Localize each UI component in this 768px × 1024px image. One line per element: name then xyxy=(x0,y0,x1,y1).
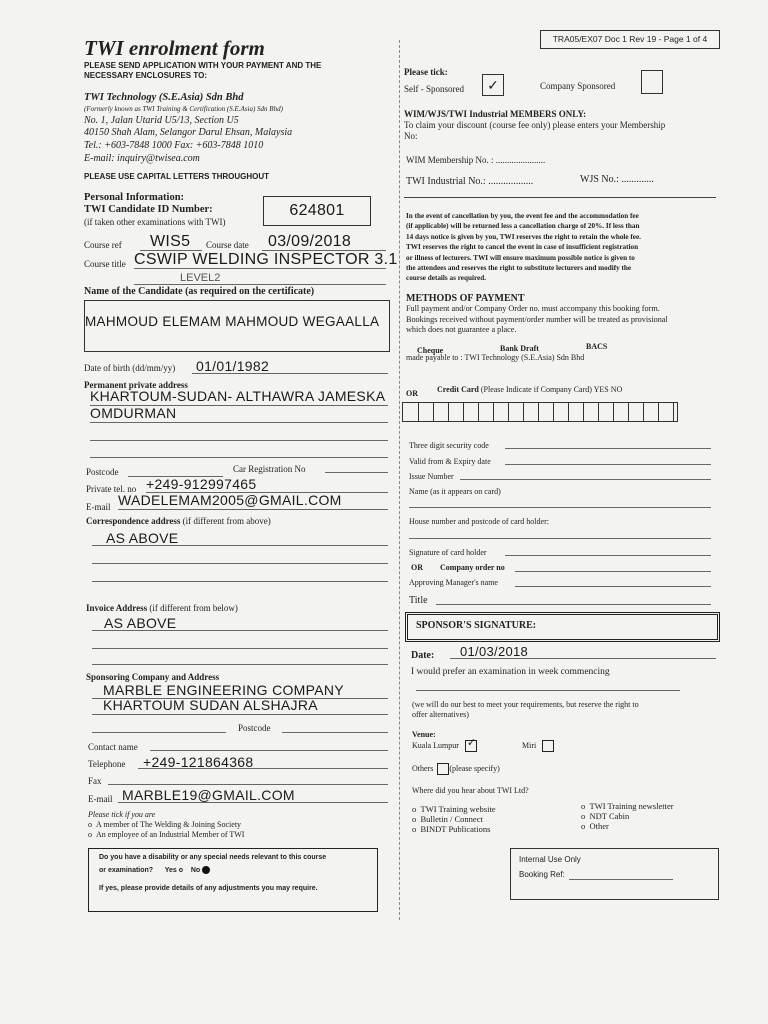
corr-line-2 xyxy=(92,563,388,564)
house-postcode-line xyxy=(409,538,711,539)
approving-manager-label: Approving Manager's name xyxy=(409,578,498,587)
members-rule xyxy=(404,197,716,198)
company-order-label: Company order no xyxy=(440,563,505,572)
valid-expiry-line xyxy=(505,464,711,465)
cc-digit xyxy=(538,403,554,421)
email-label: E-mail xyxy=(86,502,111,512)
tick-note: Please tick if you are xyxy=(88,810,156,819)
corr-address-value[interactable]: AS ABOVE xyxy=(106,530,179,546)
cancellation-terms: In the event of cancellation by you, the event fee and the accommodation fee (if applicable) will be returned less a cancellation charge of 20%. If less than 14 days notice is given by you, TWI reserves the right to retain the whole fee. TWI reserves the right to cancel the event in case of insufficient registration or illness of lecturers. TWI will ensure maximum possible notice is given to the attendees and reserves the right to substitute lecturers and modify the course details as required. xyxy=(406,212,641,283)
course-ref-value[interactable]: WIS5 xyxy=(150,233,191,250)
issue-number-label: Issue Number xyxy=(409,472,454,481)
address-line-2-rule xyxy=(90,422,388,423)
company-name: TWI Technology (S.E.Asia) Sdn Bhd xyxy=(84,92,244,103)
payable-to: made payable to : TWI Technology (S.E.Asia) Sdn Bhd xyxy=(406,353,585,362)
invoice-line-1 xyxy=(92,630,388,631)
cc-digit xyxy=(403,403,419,421)
car-reg-label: Car Registration No xyxy=(233,464,306,474)
course-title-label: Course title xyxy=(84,259,126,269)
members-heading: WIM/WJS/TWI Industrial MEMBERS ONLY: xyxy=(404,109,587,119)
member-option-2[interactable]: o An employee of an Industrial Member of TWI xyxy=(88,830,245,839)
corr-address-label: Correspondence address (if different from above) xyxy=(86,516,271,526)
cc-digit xyxy=(583,403,599,421)
sponsor-email-label: E-mail xyxy=(88,794,113,804)
or-credit: OR xyxy=(406,389,418,398)
self-sponsored-checkbox[interactable] xyxy=(482,74,504,96)
column-divider xyxy=(399,40,400,920)
email-line xyxy=(118,509,388,510)
cc-digit xyxy=(463,403,479,421)
car-reg-line xyxy=(325,472,388,473)
internal-use-label: Internal Use Only xyxy=(519,855,581,864)
sources-left xyxy=(412,804,496,834)
venue-label: Venue: xyxy=(412,730,436,739)
others-checkbox[interactable] xyxy=(437,763,449,775)
candidate-id-heading: TWI Candidate ID Number: xyxy=(84,204,213,215)
methods-heading: METHODS OF PAYMENT xyxy=(406,293,525,304)
address-label: Permanent private address xyxy=(84,380,188,390)
no-selected-dot xyxy=(202,866,210,874)
cc-digit xyxy=(493,403,509,421)
company-tel-fax: Tel.: +603-7848 1000 Fax: +603-7848 1010 xyxy=(84,140,264,151)
hear-about-label: Where did you hear about TWI Ltd? xyxy=(412,786,529,795)
cc-digit xyxy=(613,403,629,421)
intro-line-2: NECESSARY ENCLOSURES TO: xyxy=(84,71,207,80)
fax-label: Fax xyxy=(88,776,102,786)
cc-digit xyxy=(553,403,569,421)
card-name-label: Name (as it appears on card) xyxy=(409,487,501,496)
miri-checkbox[interactable] xyxy=(542,740,554,752)
disability-followup: If yes, please provide details of any adjustments you may require. xyxy=(99,885,318,892)
twi-number-field[interactable]: TWI Industrial No.: .................. xyxy=(406,176,534,187)
dob-value[interactable]: 01/01/1982 xyxy=(196,358,270,374)
venue-miri[interactable]: Miri xyxy=(522,740,554,752)
dob-line xyxy=(192,373,388,374)
source-option[interactable]: o NDT Cabin xyxy=(581,811,630,821)
bank-draft-option[interactable]: Bank Draft xyxy=(500,344,539,353)
cheque-option[interactable]: Cheque xyxy=(417,346,444,355)
sponsor-heading: Sponsoring Company and Address xyxy=(86,672,220,682)
course-title-line xyxy=(134,268,386,269)
course-level-value: LEVEL2 xyxy=(180,272,221,284)
sponsor-signature-label: SPONSOR'S SIGNATURE: xyxy=(416,620,537,631)
candidate-id-note: (if taken other examinations with TWI) xyxy=(84,217,226,227)
venue-kuala-lumpur[interactable]: Kuala Lumpur ✓ xyxy=(412,740,477,752)
sources-right xyxy=(581,801,674,831)
private-tel-label: Private tel. no xyxy=(86,484,137,494)
intro-line-1: PLEASE SEND APPLICATION WITH YOUR PAYMENT AND THE xyxy=(84,61,322,70)
cc-digit xyxy=(643,403,659,421)
telephone-value[interactable]: +249-121864368 xyxy=(143,754,254,770)
title-line xyxy=(436,604,711,605)
self-sponsored-label: Self - Sponsored xyxy=(404,84,464,94)
sponsor-company-1[interactable]: MARBLE ENGINEERING COMPANY xyxy=(103,682,344,698)
company-formerly: (Formerly known as TWI Training & Certification (S.E.Asia) Sdn Bhd) xyxy=(84,105,283,113)
cc-digit xyxy=(418,403,434,421)
booking-ref-line xyxy=(569,879,673,880)
self-sponsored-check: ✓ xyxy=(487,77,499,93)
sponsor-line-3 xyxy=(92,732,226,733)
telephone-label: Telephone xyxy=(88,759,126,769)
address-line-1[interactable]: KHARTOUM-SUDAN- ALTHAWRA JAMESKA xyxy=(90,388,386,404)
credit-card-label: Credit Card (Please Indicate if Company Card) YES NO xyxy=(437,385,623,394)
address-line-3-rule xyxy=(90,440,388,441)
members-note-2: No: xyxy=(404,131,418,141)
sponsor-email-value[interactable]: MARBLE19@GMAIL.COM xyxy=(122,787,295,803)
venue-others[interactable]: Others (please specify) xyxy=(412,763,500,775)
sponsor-postcode-label: Postcode xyxy=(238,723,271,733)
house-postcode-label: House number and postcode of card holder: xyxy=(409,517,549,526)
invoice-line-3 xyxy=(92,664,388,665)
source-option[interactable]: o Other xyxy=(581,821,609,831)
member-option-1[interactable]: o A member of The Welding & Joining Society xyxy=(88,820,242,829)
date-value[interactable]: 01/03/2018 xyxy=(460,644,529,659)
security-code-label: Three digit security code xyxy=(409,441,489,450)
sponsor-email-line xyxy=(118,802,388,803)
date-line xyxy=(450,658,716,659)
security-code-line xyxy=(505,448,711,449)
invoice-address-value[interactable]: AS ABOVE xyxy=(104,615,177,631)
issue-number-line xyxy=(460,479,711,480)
kuala-lumpur-checkbox[interactable] xyxy=(465,737,477,752)
course-level-line xyxy=(134,284,386,285)
dob-label: Date of birth (dd/mm/yy) xyxy=(84,363,176,373)
company-order-line xyxy=(515,571,711,572)
bacs-option[interactable]: BACS xyxy=(586,342,608,351)
company-sponsored-checkbox[interactable] xyxy=(641,70,663,94)
doc-reference: TRA05/EX07 Doc 1 Rev 19 - Page 1 of 4 xyxy=(540,30,720,49)
reserve-note-2: offer alternatives) xyxy=(412,710,469,719)
signature-holder-label: Signature of card holder xyxy=(409,548,487,557)
source-option[interactable]: o Bulletin / Connect xyxy=(412,814,483,824)
date-label: Date: xyxy=(411,650,435,661)
course-ref-label: Course ref xyxy=(84,240,122,250)
form-title: TWI enrolment form xyxy=(84,36,265,60)
signature-holder-line xyxy=(505,555,711,556)
valid-expiry-label: Valid from & Expiry date xyxy=(409,457,491,466)
members-note-1: To claim your discount (course fee only) please enters your Membership xyxy=(404,120,666,130)
cc-digit xyxy=(433,403,449,421)
corr-line-3 xyxy=(92,581,388,582)
personal-heading: Personal Information: xyxy=(84,192,185,203)
address-line-2[interactable]: OMDURMAN xyxy=(90,405,177,421)
email-value[interactable]: WADELEMAM2005@GMAIL.COM xyxy=(118,492,342,508)
postcode-label: Postcode xyxy=(86,467,119,477)
cc-digit xyxy=(508,403,524,421)
capitals-note: PLEASE USE CAPITAL LETTERS THROUGHOUT xyxy=(84,172,270,181)
candidate-name-box[interactable] xyxy=(84,300,390,352)
cc-digit xyxy=(598,403,614,421)
reserve-note-1: (we will do our best to meet your requirements, but reserve the right to xyxy=(412,700,639,709)
address-line-4-rule xyxy=(90,457,388,458)
sponsor-postcode-line xyxy=(282,732,388,733)
prefer-exam-line xyxy=(416,690,680,691)
company-address-2: 40150 Shah Alam, Selangor Darul Ehsan, Malaysia xyxy=(84,127,293,138)
contact-name-line xyxy=(150,750,388,751)
company-email: E-mail: inquiry@twisea.com xyxy=(84,153,200,164)
wim-number-field[interactable]: WIM Membership No. : ...................... xyxy=(406,155,546,165)
source-option[interactable]: o TWI Training newsletter xyxy=(581,801,674,811)
title-label: Title xyxy=(409,595,428,606)
wjs-number-field[interactable]: WJS No.: ............. xyxy=(580,174,654,185)
source-option[interactable]: o TWI Training website xyxy=(412,804,496,814)
invoice-address-label: Invoice Address (if different from below) xyxy=(86,603,238,613)
booking-ref-label: Booking Ref: xyxy=(519,870,565,879)
contact-name-label: Contact name xyxy=(88,742,138,752)
sponsor-signature-box[interactable] xyxy=(405,612,720,642)
course-date-label: Course date xyxy=(206,240,249,250)
corr-line-1 xyxy=(92,545,388,546)
disability-question-2: or examination? Yes o No xyxy=(99,866,210,874)
kuala-lumpur-check: ✓ xyxy=(466,737,477,749)
approving-manager-line xyxy=(515,586,711,587)
cc-digit xyxy=(478,403,494,421)
disability-no[interactable]: No xyxy=(191,867,210,874)
candidate-name-value: MAHMOUD ELEMAM MAHMOUD WEGAALLA xyxy=(85,314,380,329)
disability-question-1: Do you have a disability or any special needs relevant to this course xyxy=(99,854,327,861)
or-company-order: OR xyxy=(411,563,423,572)
sponsor-company-2[interactable]: KHARTOUM SUDAN ALSHAJRA xyxy=(103,697,318,713)
internal-use-box xyxy=(510,848,719,900)
cc-digit xyxy=(523,403,539,421)
cc-digit xyxy=(448,403,464,421)
source-option[interactable]: o BINDT Publications xyxy=(412,824,491,834)
disability-yes[interactable]: Yes o xyxy=(164,866,184,874)
candidate-id-box[interactable] xyxy=(263,196,371,226)
card-name-line xyxy=(409,507,711,508)
cc-digit xyxy=(568,403,584,421)
sponsor-line-2 xyxy=(92,714,388,715)
company-address-1: No. 1, Jalan Utarid U5/13, Section U5 xyxy=(84,115,239,126)
methods-text: Full payment and/or Company Order no. must accompany this booking form. Bookings received without payment/order number will be treated as provisional which does not guarantee a place. xyxy=(406,304,668,334)
please-tick-label: Please tick: xyxy=(404,67,448,77)
invoice-line-2 xyxy=(92,648,388,649)
telephone-line xyxy=(138,768,388,769)
candidate-id-value: 624801 xyxy=(289,202,345,219)
private-tel-value[interactable]: +249-912997465 xyxy=(146,476,257,492)
course-title-value[interactable]: CSWIP WELDING INSPECTOR 3.1 xyxy=(134,251,398,268)
cc-digit xyxy=(658,403,674,421)
credit-card-number-boxes[interactable] xyxy=(402,402,678,422)
candidate-name-label: Name of the Candidate (as required on the certificate) xyxy=(84,286,315,297)
company-sponsored-label: Company Sponsored xyxy=(540,81,616,91)
disability-box xyxy=(88,848,378,912)
prefer-exam-label: I would prefer an examination in week commencing xyxy=(411,667,610,677)
course-date-value[interactable]: 03/09/2018 xyxy=(268,233,352,250)
cc-digit xyxy=(628,403,644,421)
fax-line xyxy=(108,784,388,785)
